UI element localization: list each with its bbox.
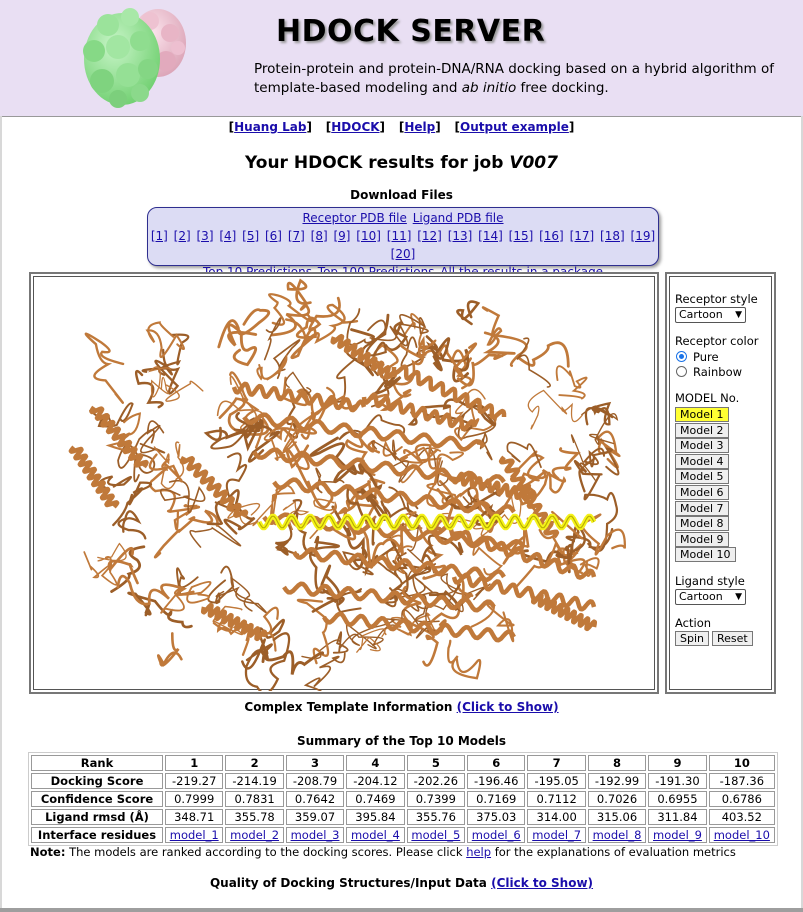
table-cell-docking-score: -187.36 xyxy=(709,773,775,789)
description-text-end: free docking. xyxy=(516,80,609,96)
receptor-coil xyxy=(585,475,617,551)
receptor-coil xyxy=(246,633,289,691)
model-download-link-3[interactable]: [3] xyxy=(196,229,214,243)
ligand-style-select[interactable] xyxy=(675,589,746,605)
receptor-style-value: Cartoon xyxy=(679,308,723,321)
model-button-5[interactable]: Model 5 xyxy=(675,469,729,484)
model-download-link-14[interactable]: [14] xyxy=(478,229,503,243)
table-cell-docking-score: -208.79 xyxy=(286,773,344,789)
table-cell-rank: 10 xyxy=(709,755,775,771)
description-text: Protein-protein and protein-DNA/RNA docking based on a hybrid algorithm of template-based modeling and xyxy=(254,61,774,96)
interface-link-4[interactable]: model_4 xyxy=(350,828,400,842)
model-download-link-8[interactable]: [8] xyxy=(310,229,328,243)
table-cell-rank: 8 xyxy=(588,755,646,771)
helix xyxy=(394,367,504,418)
table-cell-ligand-rmsd: 375.03 xyxy=(467,809,525,825)
top-nav: [Huang Lab] [HDOCK] [Help] [Output example] xyxy=(228,120,575,134)
controls-panel xyxy=(669,276,772,690)
receptor-coil xyxy=(118,576,194,604)
page-title xyxy=(0,153,803,173)
header-banner xyxy=(0,0,803,117)
table-cell-docking-score: -214.19 xyxy=(225,773,283,789)
model-download-link-5[interactable]: [5] xyxy=(242,229,260,243)
model-button-7[interactable]: Model 7 xyxy=(675,501,729,516)
site-description xyxy=(254,60,794,98)
receptor-coil xyxy=(141,421,165,453)
receptor-coil xyxy=(98,544,126,561)
table-cell-ligand-rmsd: 311.84 xyxy=(648,809,706,825)
table-cell-confidence-score: 0.7169 xyxy=(467,791,525,807)
note-body-end: for the explanations of evaluation metrics xyxy=(491,845,736,859)
chevron-down-icon: ▼ xyxy=(735,310,742,320)
quality-toggle[interactable]: (Click to Show) xyxy=(491,876,594,890)
table-cell-interface-residues xyxy=(709,827,775,843)
row-header-ligand-rmsd: Ligand rmsd (Å) xyxy=(31,809,163,825)
table-cell-rank: 4 xyxy=(346,755,404,771)
interface-link-1[interactable]: model_1 xyxy=(169,828,219,842)
nav-hdock[interactable]: HDOCK xyxy=(331,120,380,134)
model-download-link-7[interactable]: [7] xyxy=(287,229,305,243)
table-cell-ligand-rmsd: 314.00 xyxy=(527,809,585,825)
receptor-coil xyxy=(190,523,240,547)
table-cell-ligand-rmsd: 403.52 xyxy=(709,809,775,825)
color-option-pure-label: Pure xyxy=(693,350,719,364)
interface-link-7[interactable]: model_7 xyxy=(532,828,582,842)
table-cell-docking-score: -204.12 xyxy=(346,773,404,789)
description-italic: ab initio xyxy=(461,80,517,96)
table-cell-interface-residues xyxy=(165,827,223,843)
model-download-link-2[interactable]: [2] xyxy=(173,229,191,243)
table-cell-interface-residues xyxy=(346,827,404,843)
table-cell-rank: 1 xyxy=(165,755,223,771)
receptor-color-label: Receptor color xyxy=(675,334,759,348)
receptor-coil xyxy=(208,567,233,604)
chevron-down-icon: ▼ xyxy=(735,592,742,602)
table-cell-ligand-rmsd: 348.71 xyxy=(165,809,223,825)
row-header-docking-score: Docking Score xyxy=(31,773,163,789)
model-download-links xyxy=(148,227,658,263)
receptor-style-select[interactable] xyxy=(675,307,746,323)
table-cell-rank: 3 xyxy=(286,755,344,771)
spin-button[interactable]: Spin xyxy=(675,631,709,646)
nav-help[interactable]: Help xyxy=(404,120,436,134)
table-cell-confidence-score: 0.7999 xyxy=(165,791,223,807)
model-button-2[interactable]: Model 2 xyxy=(675,423,729,438)
note-body: The models are ranked according to the docking scores. Please click xyxy=(65,845,467,859)
table-cell-confidence-score: 0.7469 xyxy=(346,791,404,807)
table-cell-rank: 5 xyxy=(407,755,465,771)
radio-checked-icon[interactable] xyxy=(676,351,687,362)
model-download-link-18[interactable]: [18] xyxy=(600,229,625,243)
molecule-viewer[interactable] xyxy=(29,272,659,694)
table-cell-confidence-score: 0.7399 xyxy=(407,791,465,807)
table-cell-ligand-rmsd: 315.06 xyxy=(588,809,646,825)
summary-title: Summary of the Top 10 Models xyxy=(296,734,507,748)
table-cell-docking-score: -192.99 xyxy=(588,773,646,789)
table-cell-interface-residues xyxy=(648,827,706,843)
table-cell-ligand-rmsd: 395.84 xyxy=(346,809,404,825)
interface-link-10[interactable]: model_10 xyxy=(713,828,770,842)
model-download-link-20[interactable]: [20] xyxy=(390,247,416,261)
table-row-interface-residues xyxy=(31,827,775,843)
action-label: Action xyxy=(675,616,712,630)
color-option-rainbow-label: Rainbow xyxy=(693,365,743,379)
receptor-coil xyxy=(265,318,281,360)
template-info-toggle[interactable]: (Click to Show) xyxy=(456,700,559,714)
color-option-pure[interactable] xyxy=(676,350,719,364)
table-cell-docking-score: -202.26 xyxy=(407,773,465,789)
table-cell-docking-score: -195.05 xyxy=(527,773,585,789)
model-download-link-13[interactable]: [13] xyxy=(447,229,473,243)
table-cell-interface-residues xyxy=(407,827,465,843)
model-download-link-4[interactable]: [4] xyxy=(219,229,237,243)
table-row-ligand-rmsd xyxy=(31,809,775,825)
receptor-coil xyxy=(155,511,217,557)
row-header-confidence-score: Confidence Score xyxy=(31,791,163,807)
table-cell-interface-residues xyxy=(467,827,525,843)
table-cell-interface-residues xyxy=(588,827,646,843)
summary-table-body xyxy=(31,755,775,843)
ligand-style-value: Cartoon xyxy=(679,590,723,603)
note-label: Note: xyxy=(30,845,66,859)
model-button-6[interactable]: Model 6 xyxy=(675,485,729,500)
receptor-coil xyxy=(147,322,184,357)
ligand-pdb-link[interactable]: Ligand PDB file xyxy=(412,211,504,225)
receptor-coil xyxy=(448,641,480,678)
radio-unchecked-icon[interactable] xyxy=(676,366,687,377)
model-download-link-12[interactable]: [12] xyxy=(417,229,442,243)
model-download-link-17[interactable]: [17] xyxy=(569,229,595,243)
table-cell-interface-residues xyxy=(225,827,283,843)
receptor-coil xyxy=(302,625,395,658)
protein-structure-render[interactable] xyxy=(34,277,656,691)
model-download-link-10[interactable]: [10] xyxy=(356,229,381,243)
table-row-docking-score xyxy=(31,773,775,789)
receptor-coil xyxy=(86,334,123,403)
model-download-link-9[interactable]: [9] xyxy=(333,229,351,243)
receptor-coil xyxy=(478,434,492,460)
table-row-confidence-score xyxy=(31,791,775,807)
interface-link-2[interactable]: model_2 xyxy=(230,828,280,842)
model-download-link-19[interactable]: [19] xyxy=(630,229,656,243)
row-header-rank: Rank xyxy=(31,755,163,771)
model-button-1[interactable]: Model 1 xyxy=(675,407,729,422)
model-download-link-6[interactable]: [6] xyxy=(264,229,282,243)
table-row-rank xyxy=(31,755,775,771)
quality-line xyxy=(0,876,803,890)
color-option-rainbow[interactable] xyxy=(676,365,742,379)
model-number-label: MODEL No. xyxy=(675,391,740,405)
model-button-8[interactable]: Model 8 xyxy=(675,516,729,531)
site-title: HDOCK SERVER xyxy=(276,14,546,49)
receptor-coil xyxy=(334,632,348,652)
table-cell-confidence-score: 0.6955 xyxy=(648,791,706,807)
left-rule xyxy=(0,116,2,912)
viewer-controls xyxy=(665,272,776,694)
table-cell-interface-residues xyxy=(286,827,344,843)
receptor-coil xyxy=(229,325,256,365)
nav-huang-lab[interactable]: Huang Lab xyxy=(234,120,307,134)
template-info-line xyxy=(0,700,803,714)
receptor-coil xyxy=(219,310,269,347)
table-cell-confidence-score: 0.7831 xyxy=(225,791,283,807)
viewer-canvas[interactable] xyxy=(33,276,655,690)
table-cell-rank: 2 xyxy=(225,755,283,771)
reset-button[interactable]: Reset xyxy=(712,631,753,646)
table-cell-ligand-rmsd: 355.78 xyxy=(225,809,283,825)
model-button-3[interactable]: Model 3 xyxy=(675,438,729,453)
table-cell-docking-score: -219.27 xyxy=(165,773,223,789)
model-download-link-15[interactable]: [15] xyxy=(508,229,534,243)
table-cell-confidence-score: 0.7026 xyxy=(588,791,646,807)
receptor-coil xyxy=(575,461,602,491)
table-cell-interface-residues xyxy=(527,827,585,843)
receptor-coil xyxy=(457,302,478,324)
model-download-link-16[interactable]: [16] xyxy=(539,229,564,243)
interface-link-8[interactable]: model_8 xyxy=(592,828,642,842)
download-box xyxy=(147,207,659,266)
table-cell-confidence-score: 0.7642 xyxy=(286,791,344,807)
receptor-coils xyxy=(84,281,625,691)
table-cell-docking-score: -196.46 xyxy=(467,773,525,789)
bottom-rule xyxy=(0,908,803,912)
table-cell-confidence-score: 0.6786 xyxy=(709,791,775,807)
table-cell-confidence-score: 0.7112 xyxy=(527,791,585,807)
model-button-4[interactable]: Model 4 xyxy=(675,454,729,469)
protein-logo-icon xyxy=(78,3,190,111)
note-text xyxy=(30,845,736,859)
interface-link-9[interactable]: model_9 xyxy=(653,828,702,842)
receptor-style-label: Receptor style xyxy=(675,292,758,306)
interface-link-6[interactable]: model_6 xyxy=(471,828,521,842)
quality-label: Quality of Docking Structures/Input Data xyxy=(209,876,487,890)
model-download-link-1[interactable]: [1] xyxy=(150,229,168,243)
model-download-link-11[interactable]: [11] xyxy=(386,229,412,243)
page-title-prefix: Your HDOCK results for job xyxy=(245,153,510,173)
table-cell-rank: 9 xyxy=(648,755,706,771)
template-info-label: Complex Template Information xyxy=(244,700,453,714)
nav-output-example[interactable]: Output example xyxy=(460,120,569,134)
interface-link-5[interactable]: model_5 xyxy=(411,828,461,842)
model-button-9[interactable]: Model 9 xyxy=(675,532,729,547)
model-button-10[interactable]: Model 10 xyxy=(675,547,736,562)
row-header-interface-residues: Interface residues xyxy=(31,827,163,843)
receptor-coil xyxy=(372,440,409,482)
interface-link-3[interactable]: model_3 xyxy=(290,828,340,842)
helix xyxy=(203,605,265,639)
table-cell-docking-score: -191.30 xyxy=(648,773,706,789)
receptor-coil xyxy=(557,366,587,399)
job-id: V007 xyxy=(509,153,558,173)
ligand-style-label: Ligand style xyxy=(675,574,745,588)
table-cell-ligand-rmsd: 355.76 xyxy=(407,809,465,825)
help-link[interactable]: help xyxy=(466,845,492,859)
receptor-coil xyxy=(553,449,578,479)
receptor-pdb-link[interactable]: Receptor PDB file xyxy=(302,211,407,225)
download-heading: Download Files xyxy=(350,188,453,202)
table-cell-ligand-rmsd: 359.07 xyxy=(286,809,344,825)
receptor-coil xyxy=(158,633,181,665)
summary-table xyxy=(28,752,778,846)
table-cell-rank: 6 xyxy=(467,755,525,771)
table-cell-rank: 7 xyxy=(527,755,585,771)
receptor-coil xyxy=(292,298,340,358)
